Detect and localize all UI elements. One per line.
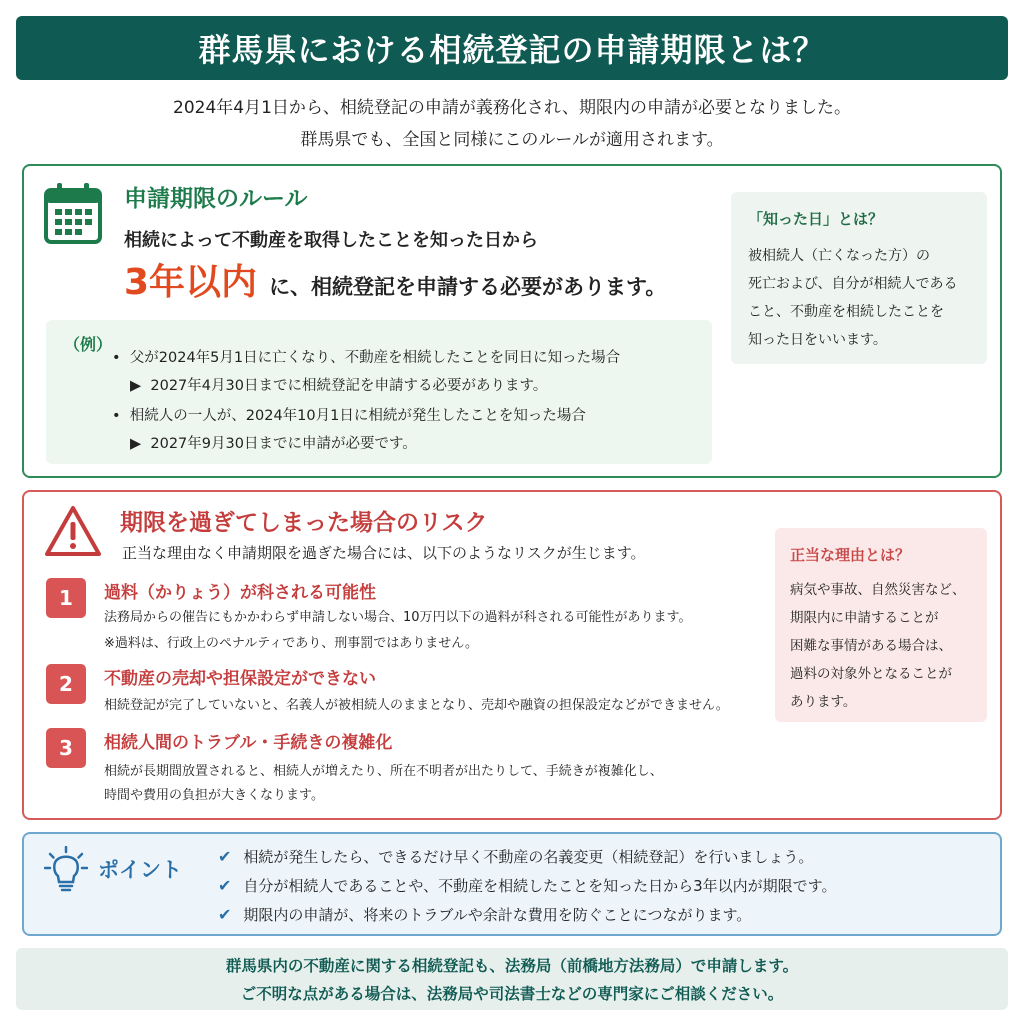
risk-item-title: 過料（かりょう）が科される可能性 (104, 583, 376, 603)
example-label: （例） (64, 335, 113, 354)
calendar-icon (44, 182, 102, 244)
check-icon: ✔ (218, 847, 232, 866)
risk-item-note: ※過料は、行政上のペナルティであり、刑事罰ではありません。 (104, 636, 478, 651)
risk-item-text: 法務局からの催告にもかかわらず申請しない場合、10万円以下の過料が科される可能性があります。 (104, 610, 692, 625)
reason-line: 困難な事情がある場合は、 (790, 638, 952, 654)
footer-line: ご不明な点がある場合は、法務局や司法書士などの専門家にご相談ください。 (240, 985, 784, 1003)
example-result-text: 2027年9月30日までに申請が必要です。 (150, 436, 417, 452)
number-badge: 2 (46, 664, 86, 704)
intro-text (0, 92, 1024, 156)
page-title: 群馬県における相続登記の申請期限とは？ (198, 31, 826, 69)
example-text: 父が2024年5月1日に亡くなり、不動産を相続したことを同日に知った場合 (129, 350, 621, 366)
rule-line: 相続によって不動産を取得したことを知った日から (124, 230, 538, 251)
rule-heading: 申請期限のルール (124, 186, 308, 212)
reason-text (790, 576, 986, 716)
point-item-text: 相続が発生したら、できるだけ早く不動産の名義変更（相続登記）を行いましょう。 (243, 848, 814, 866)
number-badge: 3 (46, 728, 86, 768)
know-line: 被相続人（亡くなった方）の (748, 248, 930, 264)
check-icon: ✔ (218, 876, 232, 895)
reason-line: 過料の対象外となることが (790, 666, 952, 682)
title-banner (16, 16, 1008, 80)
arrow-icon: ▶ (130, 436, 142, 452)
point-label: ポイント (98, 858, 182, 882)
know-line: 知った日をいいます。 (748, 332, 887, 348)
point-item-text: 自分が相続人であることや、不動産を相続したことを知った日から3年以内が期限です。 (243, 877, 837, 895)
example-result-text: 2027年4月30日までに相続登記を申請する必要があります。 (150, 378, 548, 394)
arrow-icon: ▶ (130, 378, 142, 394)
point-item (218, 846, 813, 867)
know-text (748, 242, 980, 354)
risk-heading: 期限を過ぎてしまった場合のリスク (120, 510, 488, 536)
point-item (218, 904, 751, 925)
intro-line: 群馬県でも、全国と同様にこのルールが適用されます。 (300, 130, 724, 150)
risk-item-text: 時間や費用の負担が大きくなります。 (104, 788, 324, 803)
rule-line (124, 254, 666, 305)
risk-item-title: 相続人間のトラブル・手続きの複雑化 (104, 733, 393, 753)
check-icon: ✔ (218, 905, 232, 924)
risk-item-title: 不動産の売却や担保設定ができない (104, 669, 376, 689)
know-line: こと、不動産を相続したことを (748, 304, 944, 320)
warning-icon (44, 504, 102, 558)
example-result (130, 432, 417, 453)
reason-line: 期限内に申請することが (790, 610, 939, 626)
reason-title: 正当な理由とは？ (790, 546, 911, 564)
bullet-icon: • (112, 350, 121, 366)
risk-intro: 正当な理由なく申請期限を過ぎた場合には、以下のようなリスクが生じます。 (122, 544, 646, 562)
risk-item-text: 相続登記が完了していないと、名義人が被相続人のままとなり、売却や融資の担保設定などができません。 (104, 698, 729, 713)
know-title: 「知った日」とは？ (748, 210, 884, 228)
know-line: 死亡および、自分が相続人である (748, 276, 958, 292)
point-item (218, 875, 836, 896)
example-item (112, 404, 586, 425)
example-text: 相続人の一人が、2024年10月1日に相続が発生したことを知った場合 (129, 408, 586, 424)
intro-line: 2024年4月1日から、相続登記の申請が義務化され、期限内の申請が必要となりました。 (173, 98, 851, 118)
deadline-emphasis: 3年以内 (124, 262, 258, 303)
reason-line: 病気や事故、自然災害など、 (790, 582, 966, 598)
footer-line: 群馬県内の不動産に関する相続登記も、法務局（前橋地方法務局）で申請します。 (225, 957, 799, 975)
point-item-text: 期限内の申請が、将来のトラブルや余計な費用を防ぐことにつながります。 (243, 906, 752, 924)
risk-item-text: 相続が長期間放置されると、相続人が増えたり、所在不明者が出たりして、手続きが複雑化し、 (104, 764, 663, 779)
rule-line-rest: に、相続登記を申請する必要があります。 (269, 275, 667, 299)
example-item (112, 346, 620, 367)
example-result (130, 374, 547, 395)
lightbulb-icon (44, 846, 88, 894)
number-badge: 1 (46, 578, 86, 618)
bullet-icon: • (112, 408, 121, 424)
reason-line: あります。 (790, 694, 857, 710)
footer-text (0, 952, 1024, 1008)
